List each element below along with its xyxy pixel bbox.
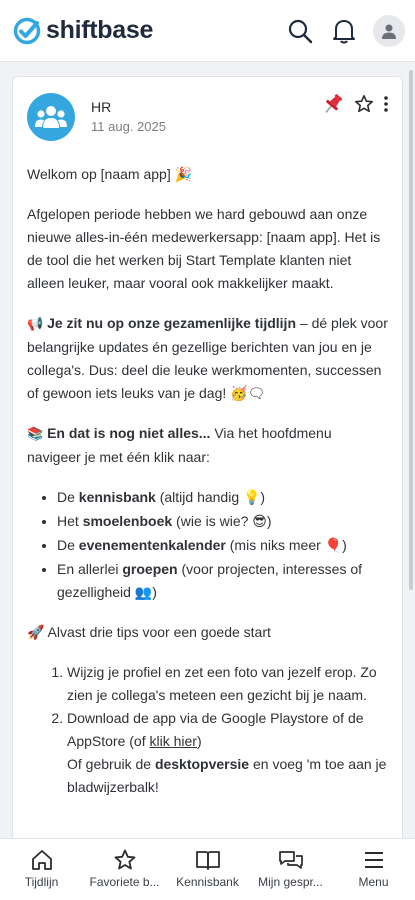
nav-item-kennisbank[interactable]: Kennisbank (166, 849, 249, 889)
list-item: • Het smoelenboek (wie is wie? 😎) (57, 510, 388, 533)
megaphone-icon: 📢 (27, 317, 44, 332)
more-vertical-icon[interactable] (382, 94, 390, 119)
menu-paragraph: 📚 En dat is nog niet alles... Via het hoofdmenu navigeer je met één klik naar: (27, 425, 332, 465)
nav-item-gesprekken[interactable]: Mijn gespr... (249, 849, 332, 889)
post-date: 11 aug. 2025 (91, 119, 166, 134)
home-icon (30, 849, 54, 871)
list-item: 2. Download de app via de Google Playstore of de AppStore (of klik hier) Of gebruik de desktopversie en voeg 'm toe aan je bladwijzerbalk! (67, 707, 388, 799)
bottom-nav (0, 838, 415, 900)
post-card (12, 76, 403, 838)
list-item: • De evenementenkalender (mis niks meer 🎈) (57, 534, 388, 557)
nav-item-menu[interactable]: Menu (332, 849, 415, 889)
post-author[interactable]: HR (91, 99, 112, 115)
post-title: Welkom op [naam app] 🎉 (27, 166, 193, 182)
shiftbase-check-icon (12, 16, 42, 46)
group-avatar-icon[interactable] (27, 93, 75, 141)
star-icon[interactable] (354, 94, 374, 119)
timeline-paragraph: 📢 Je zit nu op onze gezamenlijke tijdlijn – dé plek voor belangrijke updates én gezellige berichten van jou en je collega's. Dus: deel die leuke werkmomenten, successen of gewoon iets leuks van je dag! 🥳🗨 (27, 315, 388, 401)
list-item: • En allerlei groepen (voor projecten, interesses of gezelligheid 👥) (57, 558, 388, 604)
nav-item-favorieten[interactable]: Favoriete b... (83, 849, 166, 889)
list-item: • De kennisbank (altijd handig 💡) (57, 486, 388, 509)
star-icon (113, 849, 137, 871)
pin-icon (320, 91, 346, 122)
brand-name: shiftbase (46, 16, 154, 44)
user-avatar[interactable] (373, 15, 405, 47)
chat-icon (278, 849, 304, 871)
user-icon (380, 22, 398, 40)
books-icon: 📚 (27, 427, 44, 442)
nav-item-tijdlijn[interactable]: Tijdlijn (0, 849, 83, 889)
tips-list (27, 661, 388, 799)
scrollbar[interactable] (409, 70, 413, 590)
download-link[interactable]: klik hier (149, 733, 197, 749)
bell-icon[interactable] (329, 16, 359, 46)
app-header (0, 0, 415, 62)
brand-logo[interactable] (12, 16, 153, 46)
search-icon[interactable] (285, 16, 315, 46)
post-intro: Afgelopen periode hebben we hard gebouwd aan onze nieuwe alles-in-één medewerkersapp: [naam app]. Het is de tool die het werken bij Start Template klanten niet alleen leuker, maar vooral ook makkelijker maakt. (27, 206, 381, 291)
list-item: 1. Wijzig je profiel en zet een foto van jezelf erop. Zo zien je collega's meteen een gezicht bij je naam. (67, 661, 388, 707)
menu-icon (363, 849, 385, 871)
book-icon (195, 849, 221, 871)
timeline-feed[interactable] (0, 62, 415, 838)
feature-list (27, 486, 388, 604)
post-body (27, 163, 388, 799)
tips-heading: 🚀 Alvast drie tips voor een goede start (27, 624, 271, 640)
